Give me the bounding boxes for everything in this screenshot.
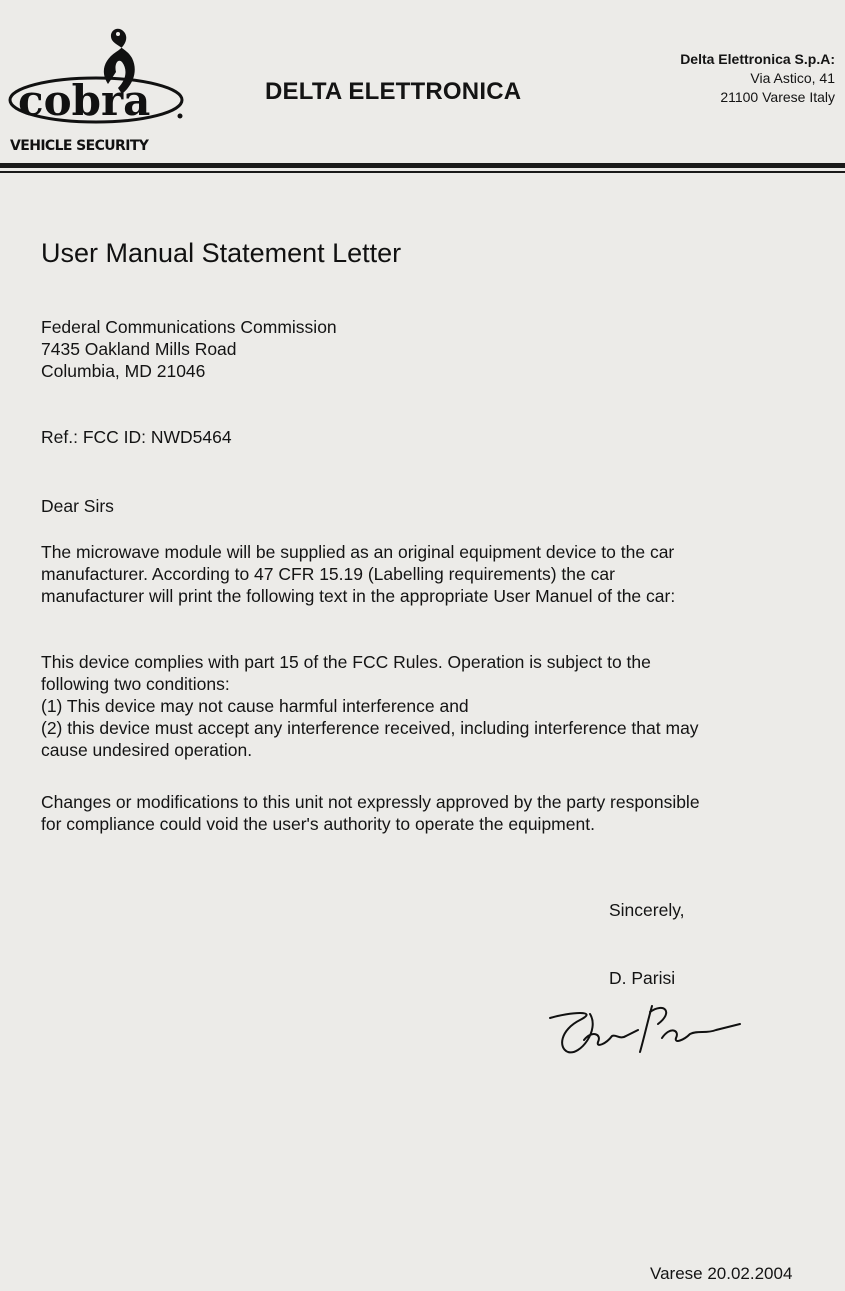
closing: Sincerely,: [609, 900, 685, 920]
reference-line: Ref.: FCC ID: NWD5464: [41, 427, 232, 447]
paragraph-line: Changes or modifications to this unit not expressly approved by the party responsible: [41, 792, 700, 812]
paragraph-line: (1) This device may not cause harmful interference and: [41, 696, 469, 716]
letter-title: User Manual Statement Letter: [41, 238, 402, 268]
address-line: 21100 Varese Italy: [720, 89, 835, 105]
paragraph-fcc-statement: [41, 651, 821, 761]
paragraph-line: manufacturer will print the following text in the appropriate User Manuel of the car:: [41, 586, 676, 606]
paragraph-line: manufacturer. According to 47 CFR 15.19 (Labelling requirements) the car: [41, 564, 615, 584]
logo-wordmark: cobra: [18, 76, 151, 125]
paragraph-line: for compliance could void the user's authority to operate the equipment.: [41, 814, 595, 834]
paragraph-intro: [41, 541, 821, 607]
salutation: Dear Sirs: [41, 496, 114, 516]
recipient-line: Federal Communications Commission: [41, 317, 337, 337]
handwritten-signature: [540, 990, 760, 1060]
recipient-line: Columbia, MD 21046: [41, 361, 206, 381]
cobra-logo: [8, 22, 188, 160]
signer-name: D. Parisi: [609, 968, 676, 988]
cobra-snake-icon: [8, 22, 188, 132]
recipient-line: 7435 Oakland Mills Road: [41, 339, 237, 359]
paragraph-line: This device complies with part 15 of the FCC Rules. Operation is subject to the: [41, 652, 651, 672]
logo-tagline: VEHICLE SECURITY: [10, 138, 149, 154]
paragraph-line: following two conditions:: [41, 674, 230, 694]
paragraph-line: (2) this device must accept any interference received, including interference that may: [41, 718, 699, 738]
address-line: Via Astico, 41: [750, 70, 835, 86]
place-and-date: Varese 20.02.2004: [650, 1264, 793, 1283]
recipient-address: [41, 316, 337, 382]
paragraph-line: cause undesired operation.: [41, 740, 253, 760]
company-name: DELTA ELETTRONICA: [265, 78, 522, 105]
paragraph-modifications: [41, 791, 821, 835]
address-line: Delta Elettronica S.p.A:: [680, 51, 835, 67]
header-rule: [0, 163, 845, 168]
company-address: [680, 50, 835, 107]
paragraph-line: The microwave module will be supplied as an original equipment device to the car: [41, 542, 675, 562]
header-rule-thin: [0, 171, 845, 173]
